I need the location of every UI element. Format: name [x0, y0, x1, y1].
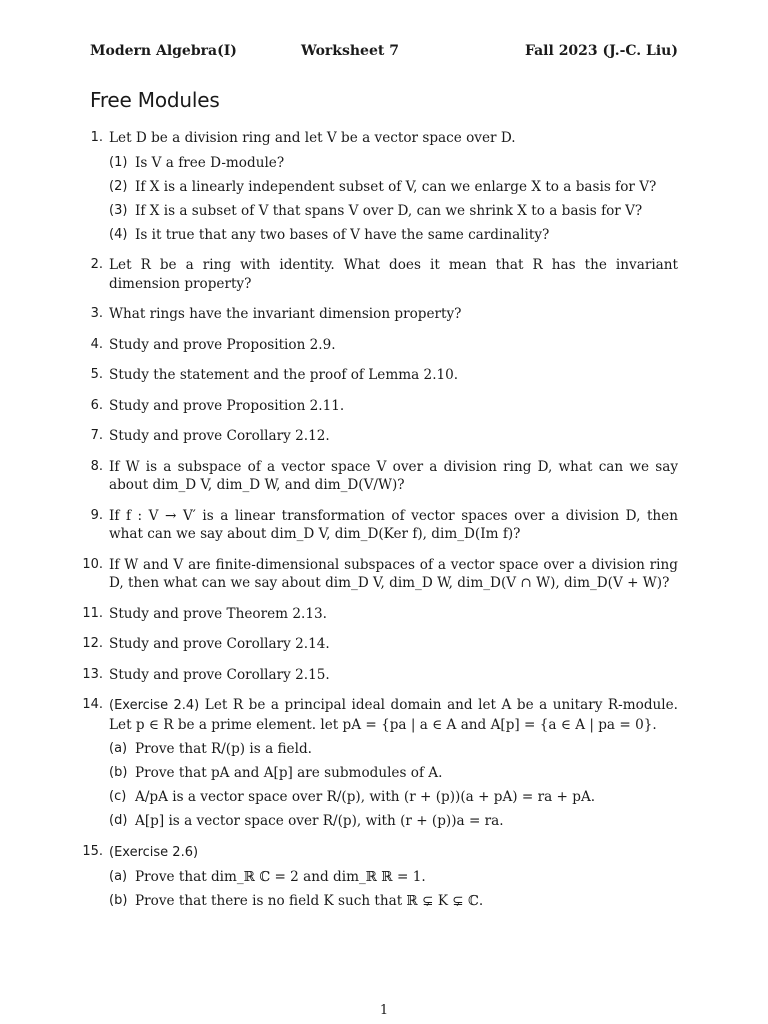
subquestion-item — [109, 202, 678, 221]
question-text: Let R be a ring with identity. What does it mean that R has the invariant dimension property? — [109, 257, 678, 292]
question-text-block — [109, 305, 678, 324]
question-number: 8. — [90, 458, 103, 474]
subquestion-text: If X is a linearly independent subset of V, can we enlarge X to a basis for V? — [135, 178, 657, 195]
subquestion-item — [109, 154, 678, 173]
question-number: 14. — [82, 697, 103, 712]
exercise-tag: (Exercise 2.4) — [109, 698, 200, 713]
subquestion-text: Is it true that any two bases of V have the same cardinality? — [135, 226, 550, 243]
question-item — [80, 843, 678, 911]
question-number: 15. — [82, 843, 103, 859]
subquestion-item — [109, 868, 678, 887]
question-item — [80, 129, 678, 244]
question-item — [80, 397, 678, 416]
question-item — [80, 556, 678, 593]
question-item — [80, 427, 678, 446]
question-item — [80, 305, 678, 324]
subquestion-label: (4) — [109, 226, 128, 242]
question-item — [80, 696, 678, 831]
course-name: Modern Algebra(I) — [90, 43, 237, 59]
section-title: Free Modules — [90, 88, 220, 112]
question-number: 6. — [90, 397, 103, 413]
subquestion-text: Prove that pA and A[p] are submodules of A. — [135, 765, 443, 781]
question-text: What rings have the invariant dimension property? — [109, 306, 462, 322]
question-item — [80, 605, 678, 624]
question-number: 9. — [90, 507, 103, 523]
question-text-block — [109, 635, 678, 654]
question-item — [80, 336, 678, 355]
term-author: Fall 2023 (J.-C. Liu) — [524, 43, 678, 59]
subquestion-label: (b) — [109, 765, 128, 780]
subquestion-text: Is V a free D-module? — [135, 154, 285, 171]
question-number: 2. — [90, 257, 103, 272]
question-text: If f : V → V′ is a linear transformation of vector spaces over a division D, then what can we say about dim_D V, dim_D(Ker f), dim_D(Im f)? — [109, 507, 678, 542]
question-text: Study and prove Corollary 2.15. — [109, 666, 330, 683]
question-number: 7. — [90, 428, 103, 443]
subquestion-text: A/pA is a vector space over R/(p), with (r + (p))(a + pA) = ra + pA. — [135, 789, 596, 805]
question-item — [80, 507, 678, 544]
subquestion-text: Prove that dim_ℝ ℂ = 2 and dim_ℝ ℝ = 1. — [135, 869, 426, 885]
page-number: 1 — [379, 1003, 389, 1018]
question-text-block — [109, 397, 678, 416]
question-text-block — [109, 507, 678, 544]
question-text: If W and V are finite-dimensional subspaces of a vector space over a division ring D, then what can we say about dim_D V, dim_D W, dim_D(V ∩ W), dim_D(V + W)? — [109, 556, 678, 591]
question-text-block — [109, 427, 678, 446]
subquestion-label: (c) — [109, 789, 127, 804]
question-text: Study and prove Theorem 2.13. — [109, 605, 327, 622]
subquestion-label: (a) — [109, 741, 128, 756]
question-number: 12. — [82, 636, 103, 651]
question-text-block — [109, 556, 678, 593]
question-text: Study the statement and the proof of Lemma 2.10. — [109, 367, 459, 383]
exercise-tag: (Exercise 2.6) — [109, 844, 199, 860]
question-text-block — [109, 696, 678, 734]
question-text: Study and prove Proposition 2.11. — [109, 397, 345, 414]
question-number: 13. — [82, 666, 103, 682]
question-text-block — [109, 366, 678, 385]
subquestion-item — [109, 788, 678, 807]
question-number: 5. — [90, 367, 103, 382]
question-number: 1. — [90, 130, 103, 145]
subquestion-item — [109, 892, 678, 911]
worksheet-label: Worksheet 7 — [301, 43, 399, 59]
subquestion-text: If X is a subset of V that spans V over D, can we shrink X to a basis for V? — [135, 202, 643, 219]
question-number: 11. — [82, 605, 103, 621]
subquestion-item — [109, 740, 678, 759]
question-text-block — [109, 605, 678, 624]
subquestion-item — [109, 764, 678, 783]
subquestion-label: (2) — [109, 178, 128, 194]
question-text-block — [109, 336, 678, 355]
question-number: 10. — [82, 556, 103, 572]
subquestion-text: A[p] is a vector space over R/(p), with (r + (p))a = ra. — [135, 813, 504, 829]
question-item — [80, 366, 678, 385]
question-list — [80, 129, 678, 923]
question-number: 3. — [90, 306, 103, 321]
subquestion-text: Prove that there is no field K such that ℝ ⊊ K ⊊ ℂ. — [135, 893, 484, 909]
subquestion-list — [109, 740, 678, 831]
question-text-block — [109, 843, 678, 863]
subquestion-label: (d) — [109, 813, 128, 828]
question-text: Let D be a division ring and let V be a vector space over D. — [109, 130, 516, 146]
question-text: If W is a subspace of a vector space V over a division ring D, what can we say about dim_D V, dim_D W, and dim_D(V/W)? — [109, 458, 678, 493]
subquestion-label: (a) — [109, 869, 128, 884]
question-text: Study and prove Corollary 2.12. — [109, 428, 330, 444]
subquestion-item — [109, 178, 678, 197]
question-text-block — [109, 256, 678, 293]
question-text-block — [109, 666, 678, 685]
question-item — [80, 666, 678, 685]
question-item — [80, 256, 678, 293]
question-number: 4. — [90, 336, 103, 352]
subquestion-text: Prove that R/(p) is a field. — [135, 741, 312, 757]
question-text: Let R be a principal ideal domain and let A be a unitary R-module. Let p ∈ R be a prime element. let pA = {pa | a ∈ A and A[p] = {a ∈ A | pa = 0}. — [109, 697, 678, 733]
question-item — [80, 458, 678, 495]
subquestion-item — [109, 812, 678, 831]
question-text-block — [109, 129, 678, 148]
subquestion-label: (b) — [109, 893, 128, 908]
subquestion-label: (1) — [109, 154, 128, 170]
question-text: Study and prove Corollary 2.14. — [109, 636, 330, 652]
subquestion-item — [109, 226, 678, 245]
subquestion-list — [109, 154, 678, 245]
question-text: Study and prove Proposition 2.9. — [109, 336, 336, 353]
question-item — [80, 635, 678, 654]
page-header — [90, 43, 678, 65]
subquestion-list — [109, 868, 678, 911]
subquestion-label: (3) — [109, 202, 128, 218]
question-text-block — [109, 458, 678, 495]
